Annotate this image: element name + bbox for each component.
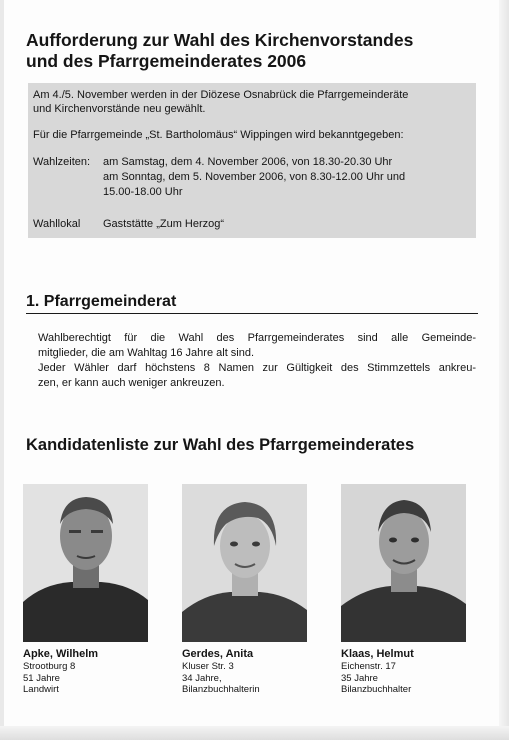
portrait-illustration	[182, 484, 307, 642]
candidate-street: Kluser Str. 3	[182, 661, 234, 672]
candidate-photo	[23, 484, 148, 642]
wahllokal-label: Wahllokal	[33, 218, 81, 230]
wahlzeiten-line-1: am Samstag, dem 4. November 2006, von 18.30-20.30 Uhr	[103, 156, 393, 168]
wahlzeiten-line-3: 15.00-18.00 Uhr	[103, 186, 183, 198]
candidates-heading: Kandidatenliste zur Wahl des Pfarrgemeinderates	[26, 436, 415, 454]
section-heading-pfarrgemeinderat: 1. Pfarrgemeinderat	[26, 293, 177, 310]
candidate-details	[341, 661, 411, 696]
candidate-street: Eichenstr. 17	[341, 661, 396, 672]
candidate-card	[341, 484, 469, 695]
election-info-box	[28, 83, 476, 238]
candidate-age: 34 Jahre,	[182, 672, 222, 684]
page-edge-bottom	[0, 726, 509, 740]
title-line-2: und des Pfarrgemeinderates 2006	[26, 51, 307, 71]
candidate-photo	[341, 484, 466, 642]
candidate-job: Landwirt	[23, 684, 59, 695]
page-edge-right	[499, 0, 509, 740]
candidate-job: Bilanzbuchhalterin	[182, 684, 260, 695]
info-intro-line-2: und Kirchenvorstände neu gewählt.	[33, 103, 206, 115]
candidate-age: 35 Jahre	[341, 672, 378, 684]
candidate-card	[23, 484, 151, 695]
wahlzeiten-line-2: am Sonntag, dem 5. November 2006, von 8.30-12.00 Uhr und	[103, 171, 406, 183]
page-title	[26, 30, 466, 72]
candidate-street: Strootburg 8	[23, 661, 76, 672]
candidate-name: Klaas, Helmut	[341, 648, 414, 660]
candidate-details	[182, 661, 260, 696]
section-paragraph	[38, 331, 476, 391]
candidate-age: 51 Jahre	[23, 672, 60, 684]
candidate-photo	[182, 484, 307, 642]
section-para-line-1: Wahlberechtigt für die Wahl des Pfarrgemeinderates sind alle Gemeinde-	[38, 332, 476, 344]
wahllokal-value: Gaststätte „Zum Herzog“	[103, 218, 225, 230]
candidate-job: Bilanzbuchhalter	[341, 684, 412, 695]
info-parish-line: Für die Pfarrgemeinde „St. Bartholomäus“ Wippingen wird bekanntgegeben:	[33, 129, 404, 141]
portrait-illustration	[23, 484, 148, 642]
section-para-line-3: Jeder Wähler darf höchstens 8 Namen zur Gültigkeit des Stimmzettels ankreu-	[38, 362, 476, 374]
title-line-1: Aufforderung zur Wahl des Kirchenvorstandes	[26, 30, 414, 50]
page-edge-left	[0, 0, 4, 740]
candidate-name: Gerdes, Anita	[182, 648, 254, 660]
portrait-illustration	[341, 484, 466, 642]
info-intro-line-1: Am 4./5. November werden in der Diözese Osnabrück die Pfarrgemeinderäte	[33, 89, 409, 101]
candidate-card	[182, 484, 310, 695]
section-para-line-4: zen, er kann auch weniger ankreuzen.	[38, 377, 225, 389]
section-divider	[26, 313, 478, 314]
candidate-details	[23, 661, 75, 696]
section-para-line-2: mitglieder, die am Wahltag 16 Jahre alt sind.	[38, 347, 255, 359]
candidate-name: Apke, Wilhelm	[23, 648, 99, 660]
wahlzeiten-label: Wahlzeiten:	[33, 156, 91, 168]
